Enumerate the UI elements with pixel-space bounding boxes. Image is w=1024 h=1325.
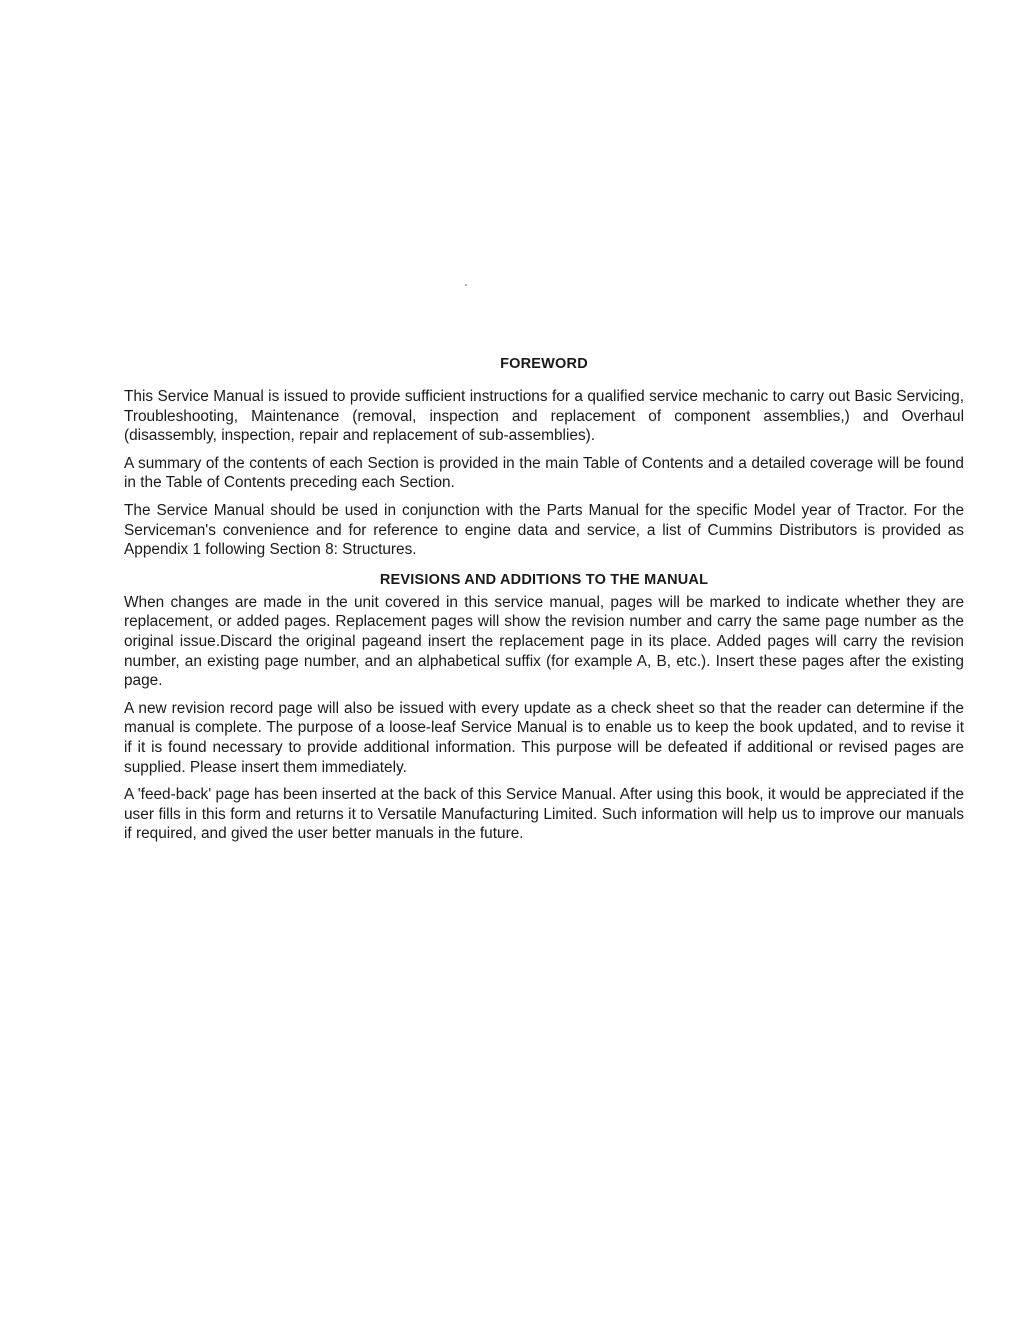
foreword-heading: FOREWORD <box>500 356 588 372</box>
foreword-section <box>124 356 964 852</box>
revisions-paragraph-3: A 'feed-back' page has been inserted at the back of this Service Manual. After using this book, it would be appreciated if the user fills in this form and returns it to Versatile Manufacturing Limited. Such information will help us to improve our manuals if required, and gived the user better manuals in the future. <box>124 786 964 843</box>
revisions-paragraph-1: When changes are made in the unit covered in this service manual, pages will be marked to indicate whether they are replacement, or added pages. Replacement pages will show the revision number and carry the same page number as the original issue.Discard the original pageand insert the replacement page in its place. Added pages will carry the revision number, an existing page number, and an alphabetical suffix (for example A, B, etc.). Insert these pages after the existing page. <box>124 593 964 690</box>
revisions-heading: REVISIONS AND ADDITIONS TO THE MANUAL <box>379 571 709 588</box>
foreword-paragraph-2: A summary of the contents of each Section is provided in the main Table of Contents and a detailed coverage will be found in the Table of Contents preceding each Section. <box>124 454 964 492</box>
foreword-paragraph-3: The Service Manual should be used in conjunction with the Parts Manual for the specific Model year of Tractor. For the Serviceman's convenience and for reference to engine data and service, a list of Cummins Distributors is provided as Appendix 1 following Section 8: Structures. <box>124 501 964 559</box>
foreword-paragraph-1: This Service Manual is issued to provide sufficient instructions for a qualified service mechanic to carry out Basic Servicing, Troubleshooting, Maintenance (removal, inspection and replacement of component assemblies,) and Overhaul (disassembly, inspection, repair and replacement of sub-assemblies). <box>124 388 964 445</box>
revisions-paragraph-2: A new revision record page will also be issued with every update as a check sheet so that the reader can determine if the manual is complete. The purpose of a loose-leaf Service Manual is to enable us to keep the book updated, and to revise it if it is found necessary to provide additional information. This purpose will be defeated if additional or revised pages are supplied. Please insert them immediately. <box>124 699 964 776</box>
scan-speck <box>465 284 467 286</box>
